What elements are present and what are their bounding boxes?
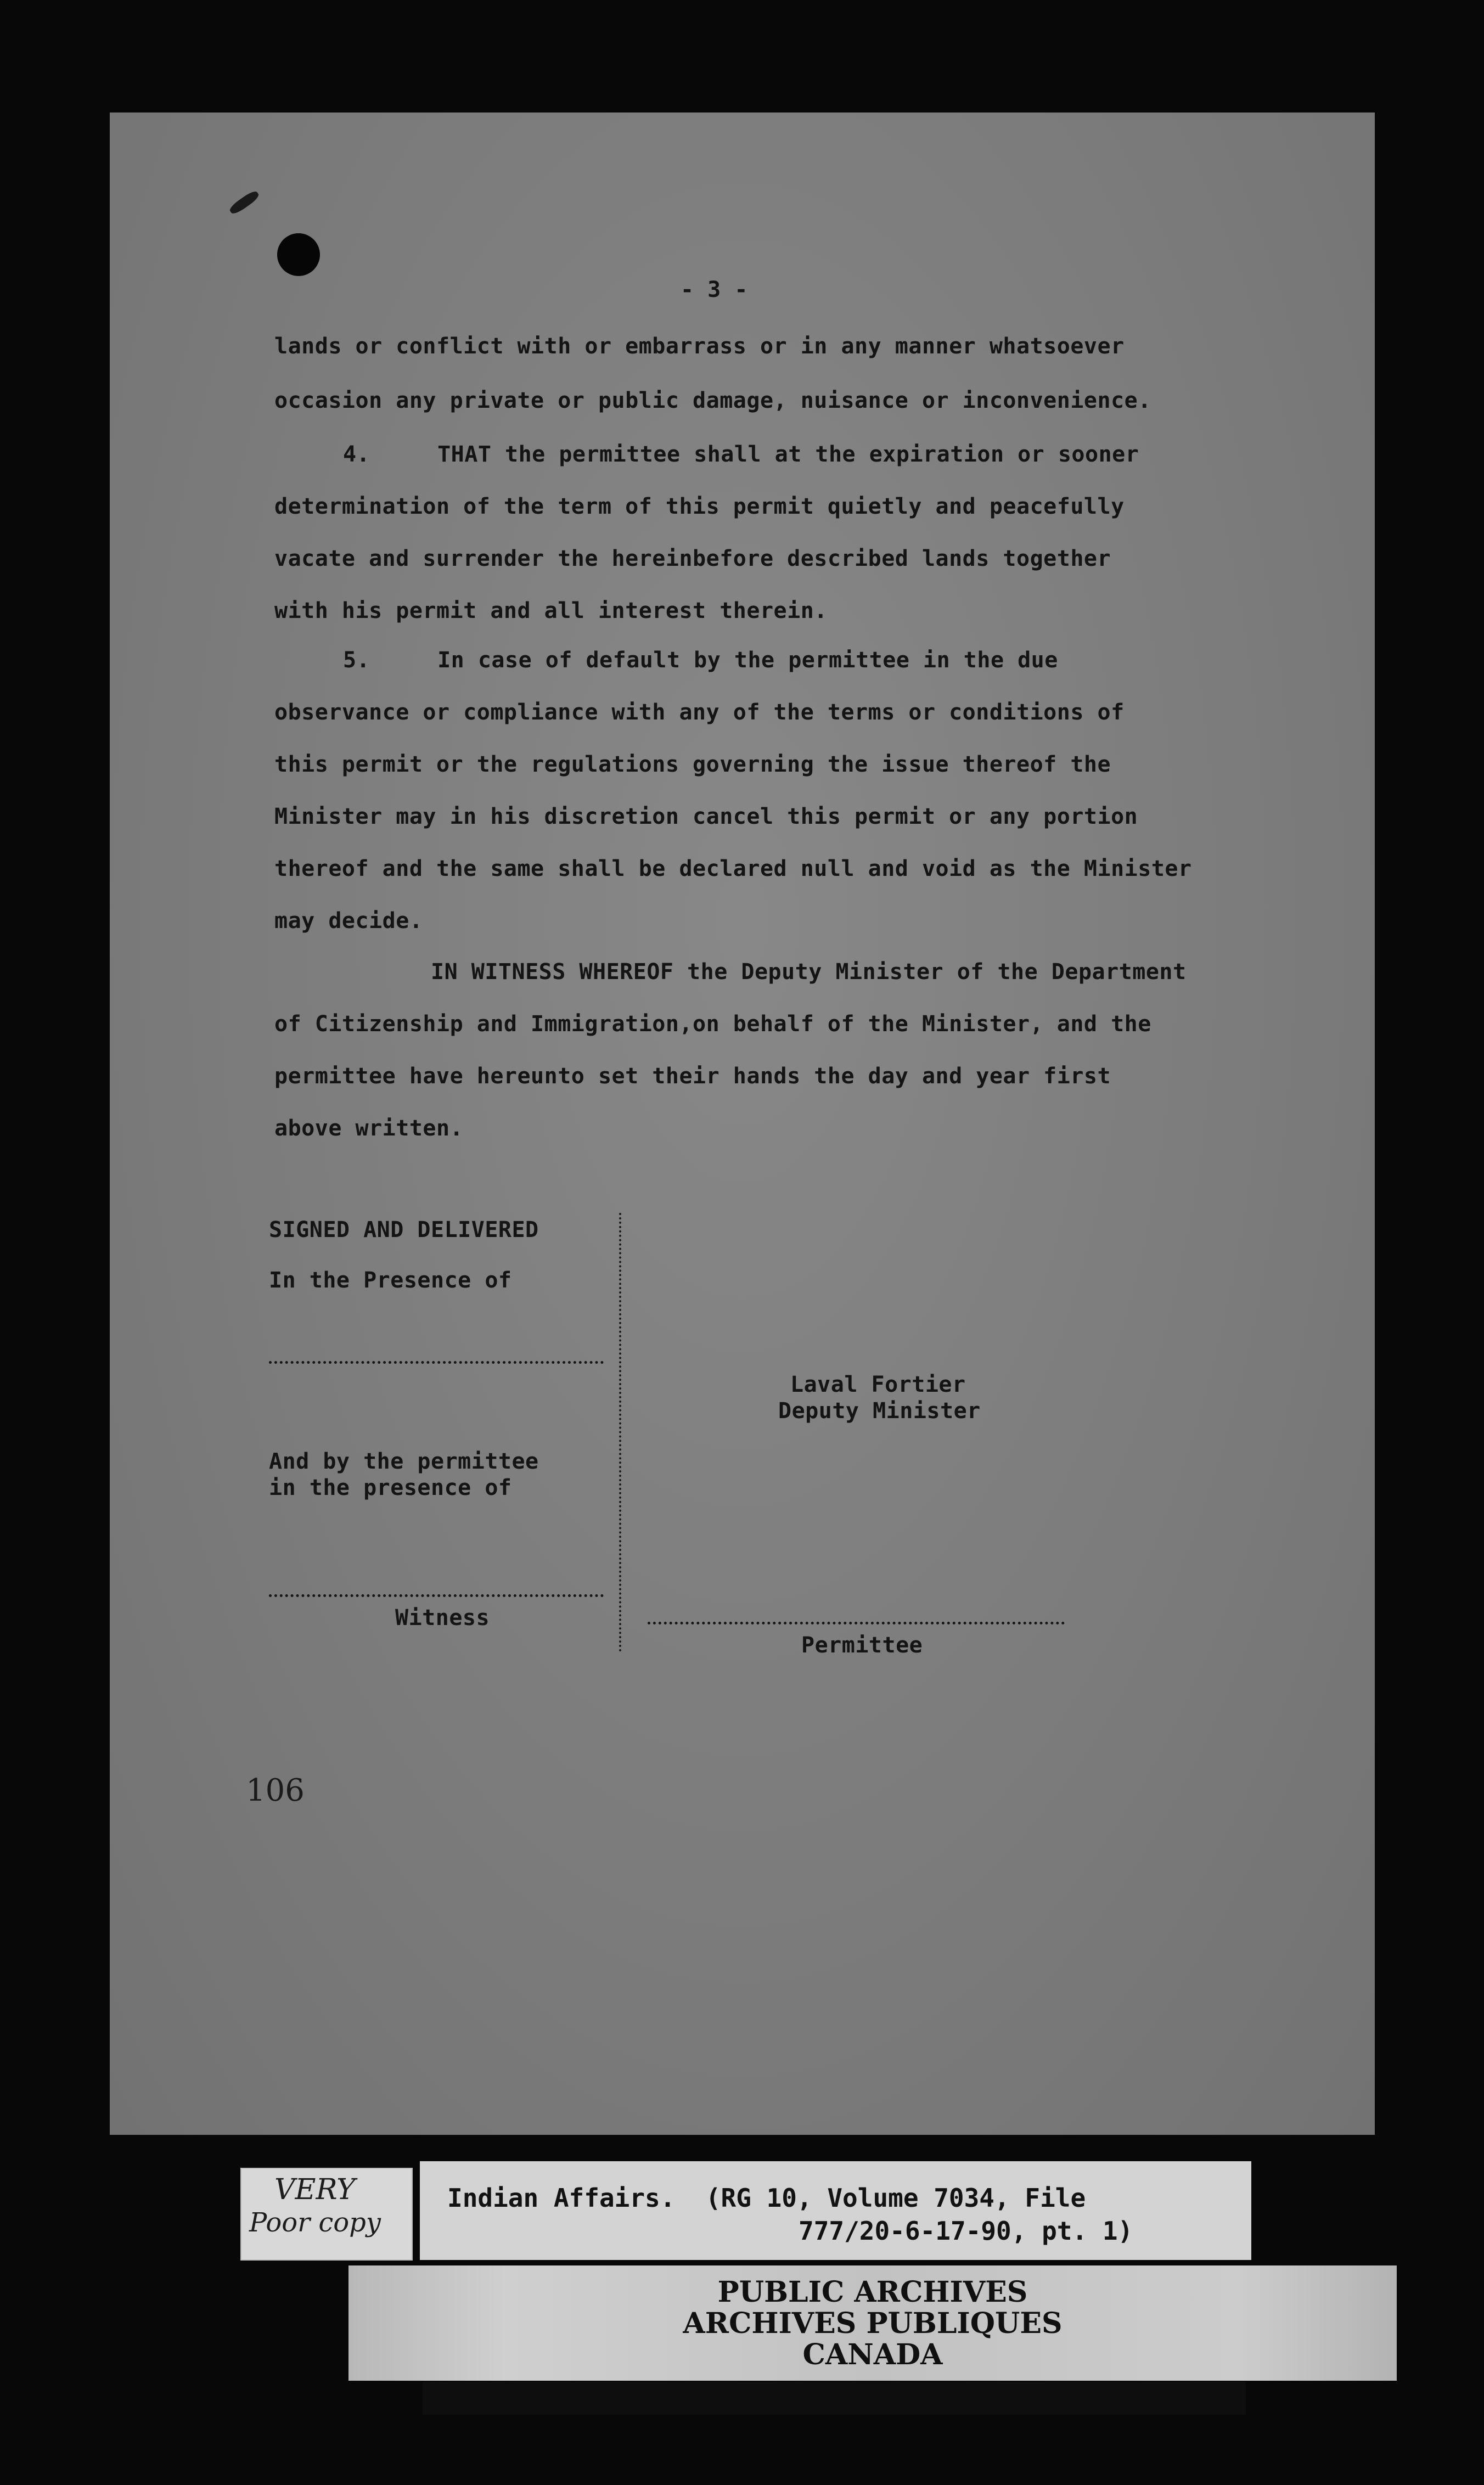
body-line: thereof and the same shall be declared null and void as the Minister	[274, 856, 1192, 881]
witness-signature-line-1	[269, 1361, 604, 1364]
stamp-line-1: PUBLIC ARCHIVES	[717, 2275, 1028, 2309]
body-line: permittee have hereunto set their hands the day and year first	[274, 1064, 1111, 1089]
film-edge-strip	[423, 2382, 1246, 2415]
archive-reference-label	[420, 2161, 1251, 2260]
presence-label: In the Presence of	[269, 1268, 512, 1293]
body-line: lands or conflict with or embarrass or in any manner whatsoever	[274, 334, 1125, 359]
poor-copy-label	[240, 2168, 413, 2261]
permittee-presence-label-2: in the presence of	[269, 1475, 512, 1500]
body-line: above written.	[274, 1116, 464, 1141]
page-marker: - 3 -	[681, 277, 748, 302]
signed-delivered-label: SIGNED AND DELIVERED	[269, 1217, 539, 1242]
body-line: may decide.	[274, 908, 423, 934]
body-line: of Citizenship and Immigration,on behalf of the Minister, and the	[274, 1011, 1151, 1037]
poor-copy-text: Poor copy	[249, 2207, 381, 2238]
signer-title: Deputy Minister	[778, 1398, 981, 1424]
permittee-label: Permittee	[801, 1633, 923, 1658]
body-line: with his permit and all interest therein.	[274, 598, 828, 623]
very-text: VERY	[274, 2173, 356, 2206]
body-line: Minister may in his discretion cancel this permit or any portion	[274, 804, 1138, 829]
archive-ref-line-2: 777/20-6-17-90, pt. 1)	[799, 2216, 1133, 2246]
signature-bracket	[619, 1213, 621, 1652]
witness-signature-line-2	[269, 1594, 604, 1597]
body-line: determination of the term of this permit quietly and peacefully	[274, 494, 1125, 519]
permittee-signature-line	[648, 1622, 1065, 1624]
stamp-line-2: ARCHIVES PUBLIQUES	[683, 2307, 1063, 2340]
body-line: observance or compliance with any of the terms or conditions of	[274, 700, 1125, 725]
body-line: IN WITNESS WHEREOF the Deputy Minister of the Department	[431, 959, 1187, 985]
archives-stamp	[348, 2265, 1397, 2381]
body-line: occasion any private or public damage, nuisance or inconvenience.	[274, 388, 1151, 413]
archive-ref-line-1: Indian Affairs. (RG 10, Volume 7034, File	[447, 2183, 1086, 2213]
body-line: 4. THAT the permittee shall at the expiration or sooner	[343, 442, 1139, 467]
stamp-line-3: CANADA	[802, 2338, 943, 2371]
signer-name: Laval Fortier	[790, 1372, 966, 1397]
folio-number: 106	[246, 1773, 305, 1808]
body-line: 5. In case of default by the permittee in the due	[343, 648, 1058, 673]
body-line: vacate and surrender the hereinbefore described lands together	[274, 546, 1111, 571]
body-line: this permit or the regulations governing the issue thereof the	[274, 752, 1111, 777]
witness-label: Witness	[395, 1605, 490, 1631]
ink-blot	[277, 233, 320, 276]
permittee-presence-label-1: And by the permittee	[269, 1449, 539, 1474]
